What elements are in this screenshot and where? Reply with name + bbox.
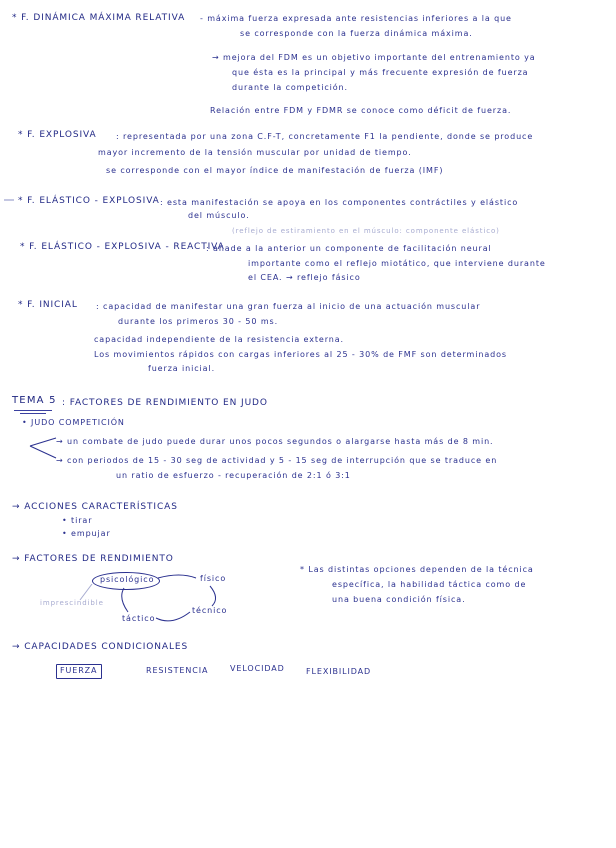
tema-subtitle: : FACTORES DE RENDIMIENTO EN JUDO [62,398,268,408]
s1-line5: durante la competición. [232,83,348,92]
s1-line2: se corresponde con la fuerza dinámica máxima. [240,29,473,38]
node-tecnico: técnico [192,606,228,615]
tema-line3: un ratio de esfuerzo - recuperación de 2:1 ó 3:1 [116,471,351,480]
factores-title: → FACTORES DE RENDIMIENTO [12,554,174,564]
factores-note3: una buena condición física. [332,595,466,604]
s5-line2: durante los primeros 30 - 50 ms. [118,317,279,326]
s4-line1: : añade a la anterior un componente de facilitación neural [206,244,492,253]
node-psicologico: psicológico [100,575,155,584]
arrow-to-aside [80,584,92,600]
tema-title: TEMA 5 [12,395,57,406]
s5-title: * F. INICIAL [18,300,78,310]
capacidad-flexibilidad: FLEXIBILIDAD [306,667,372,676]
arrow-fisico-tecnico [210,586,216,606]
arrow-tactico-psico [122,588,128,612]
arrow-tecnico-tactico [156,612,190,621]
tema-bullet: • JUDO COMPETICIÓN [22,418,125,427]
s5-line3: capacidad independiente de la resistencia externa. [94,335,344,344]
s1-line3: → mejora del FDM es un objetivo importante del entrenamiento ya [212,53,536,62]
arrow-psico-fisico [158,575,196,578]
brace-upper [30,438,56,446]
s4-line2: importante como el reflejo miotático, que interviene durante [248,259,546,268]
s3-line3: (reflejo de estiramiento en el músculo: componente elástico) [232,227,500,235]
capacidad-fuerza: FUERZA [60,666,98,675]
tema-line2: → con periodos de 15 - 30 seg de actividad y 5 - 15 seg de interrupción que se traduce en [56,456,498,465]
aside-imprescindible: imprescindible [40,599,104,607]
acciones-item-empujar: • empujar [62,529,111,538]
capacidades-title: → CAPACIDADES CONDICIONALES [12,642,189,652]
s3-title: * F. ELÁSTICO - EXPLOSIVA [18,196,160,206]
s2-title: * F. EXPLOSIVA [18,130,97,140]
brace-lower [30,446,56,458]
s5-line4: Los movimientos rápidos con cargas inferiores al 25 - 30% de FMF son determinados [94,350,507,359]
s4-line3: el CEA. → reflejo fásico [248,273,361,282]
s1-line6: Relación entre FDM y FDMR se conoce como déficit de fuerza. [210,106,512,115]
capacidad-velocidad: VELOCIDAD [230,664,285,673]
capacidad-resistencia: RESISTENCIA [146,666,209,675]
factores-note2: específica, la habilidad táctica como de [332,580,527,589]
s1-line1: - máxima fuerza expresada ante resistencias inferiores a la que [200,14,512,23]
s5-line1: : capacidad de manifestar una gran fuerza al inicio de una actuación muscular [96,302,481,311]
node-tactico: táctico [122,614,156,623]
s4-title: * F. ELÁSTICO - EXPLOSIVA - REACTIVA [20,242,225,252]
acciones-title: → ACCIONES CARACTERÍSTICAS [12,502,178,512]
s2-line1: : representada por una zona C.F-T, concretamente F1 la pendiente, donde se produce [116,132,534,141]
s3-line2: del músculo. [188,211,250,220]
s3-line1: : esta manifestación se apoya en los componentes contráctiles y elástico [160,198,519,207]
s2-line2: mayor incremento de la tensión muscular por unidad de tiempo. [98,148,412,157]
factores-note1: * Las distintas opciones dependen de la técnica [300,565,534,574]
node-fisico: físico [200,574,227,583]
s5-line5: fuerza inicial. [148,364,216,373]
s2-line3: se corresponde con el mayor índice de manifestación de fuerza (IMF) [106,166,444,175]
s1-title: * F. DINÁMICA MÁXIMA RELATIVA [12,13,186,23]
tema-line1: → un combate de judo puede durar unos pocos segundos o alargarse hasta más de 8 min. [56,437,494,446]
s1-line4: que ésta es la principal y más frecuente expresión de fuerza [232,68,529,77]
acciones-item-tirar: • tirar [62,516,93,525]
